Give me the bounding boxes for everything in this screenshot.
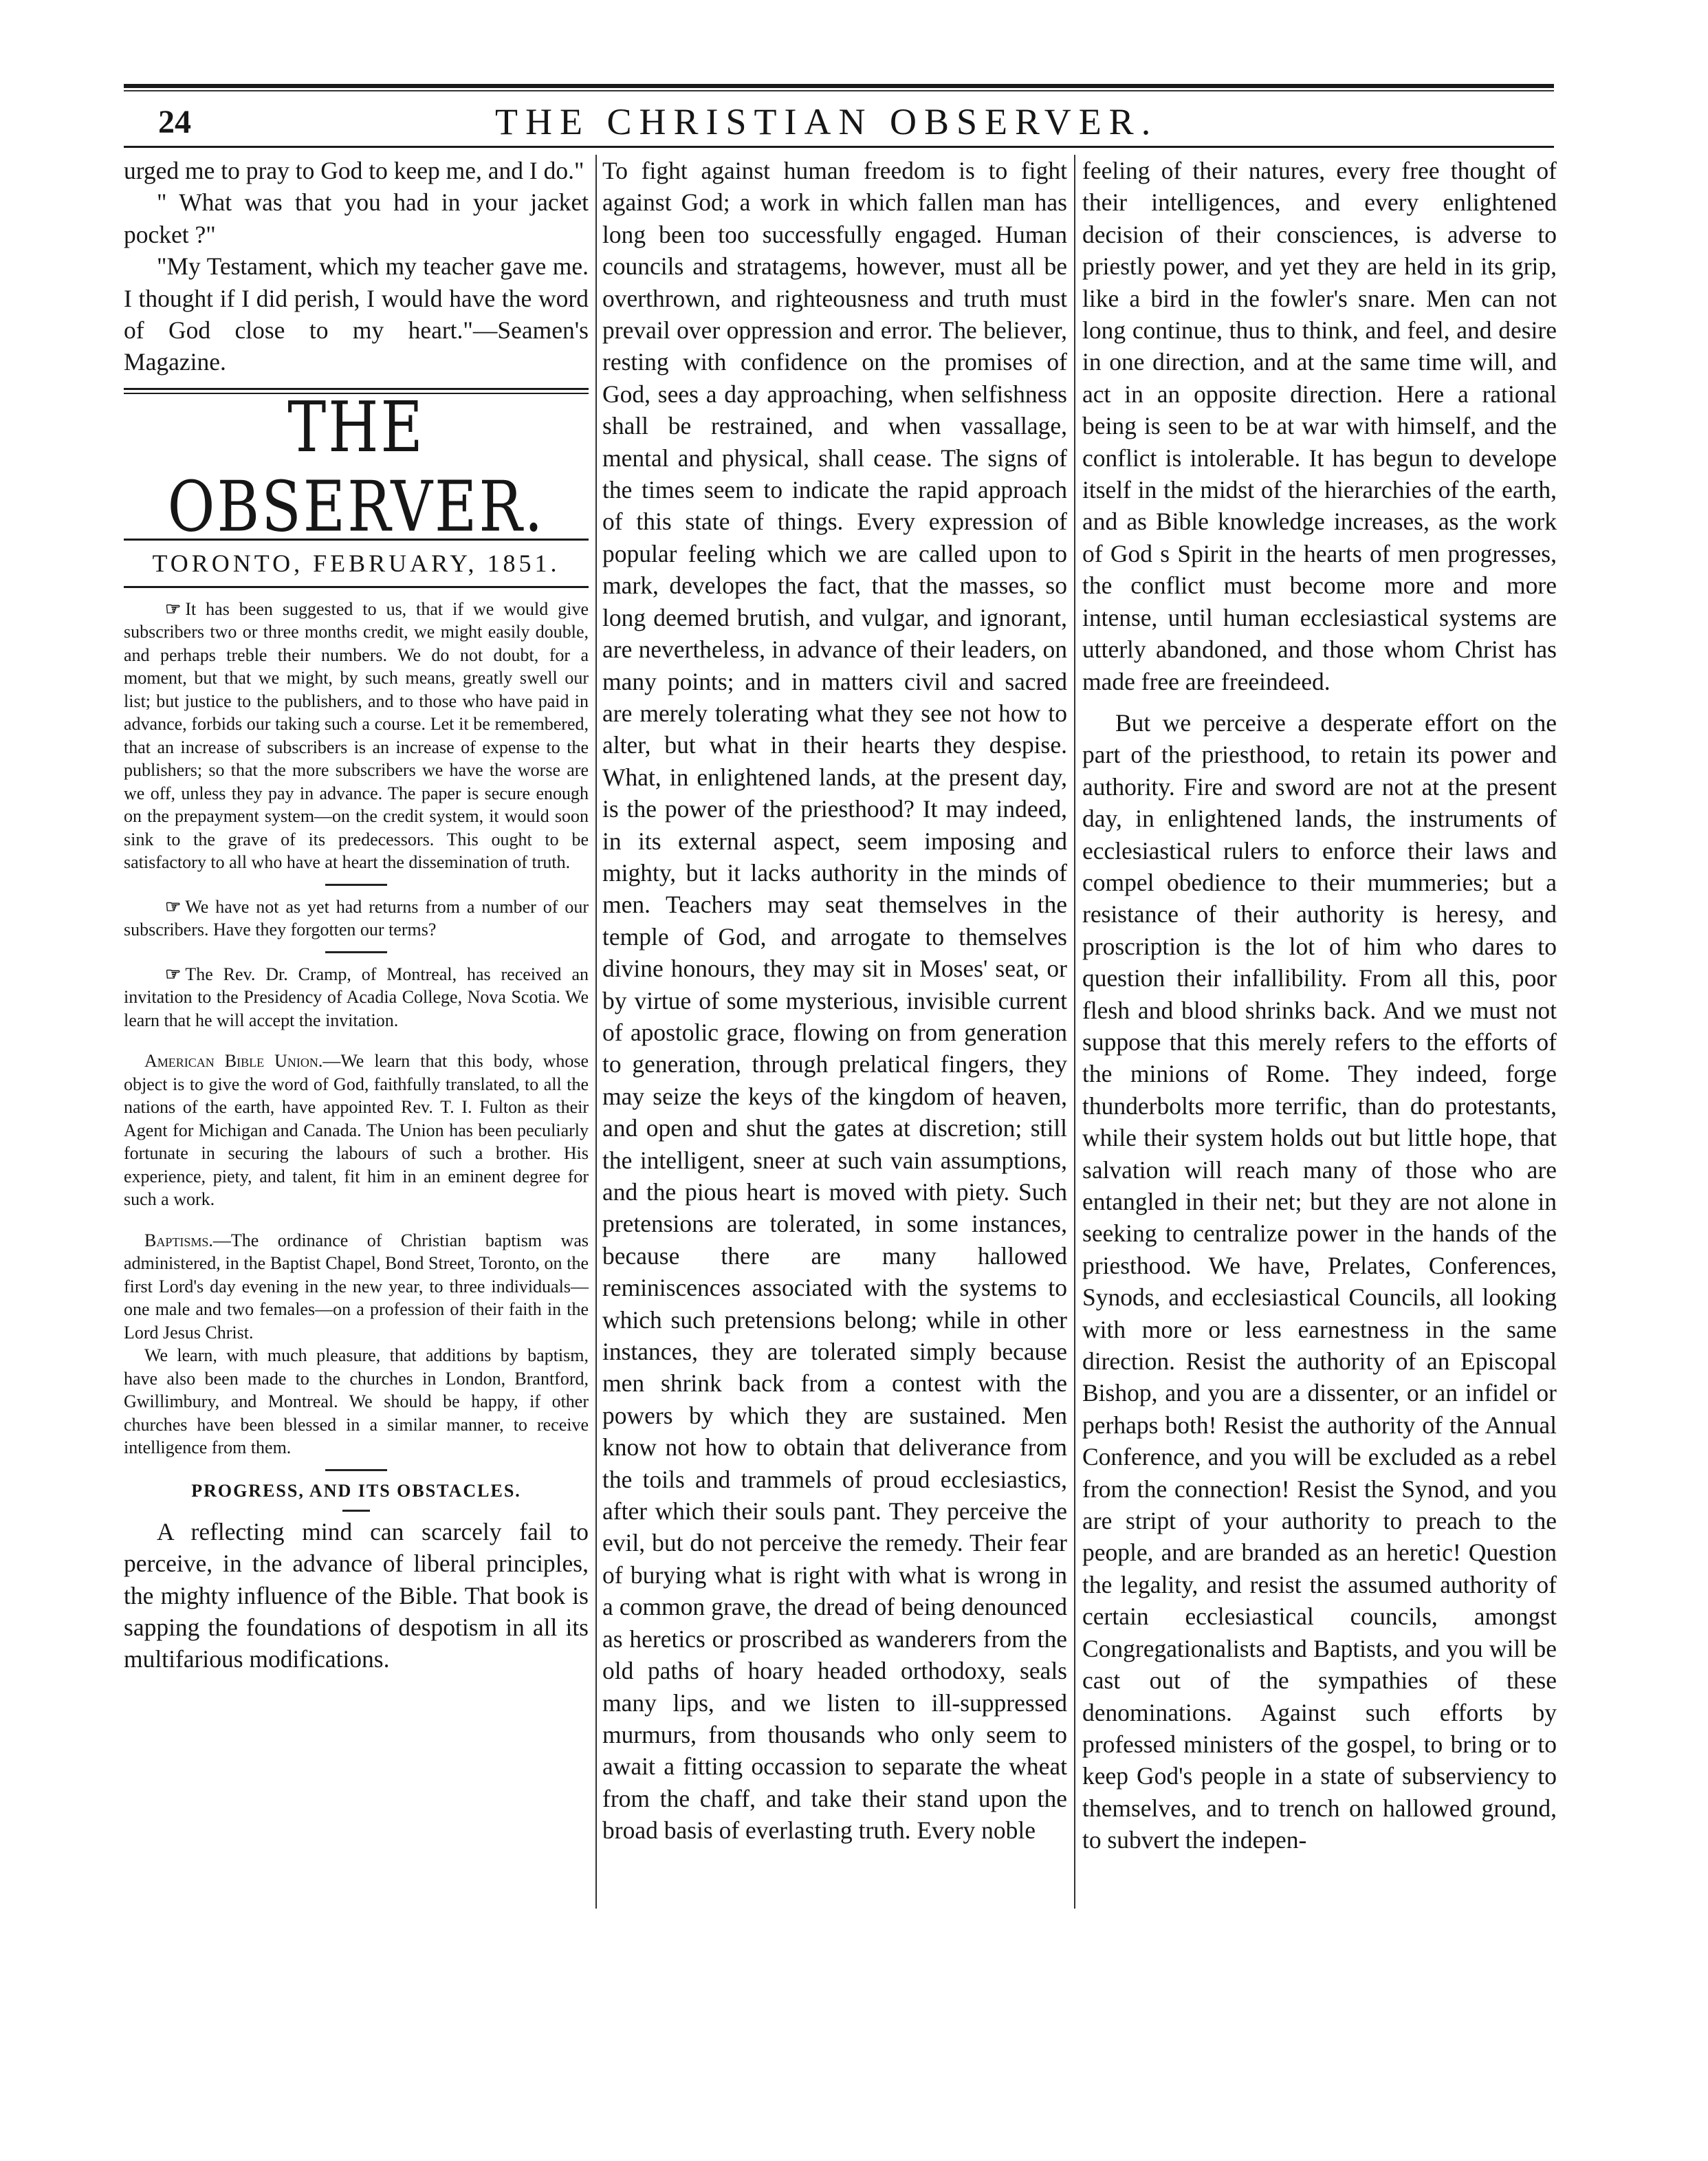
- dateline: TORONTO, FEBRUARY, 1851.: [152, 549, 560, 577]
- pointing-hand-icon: ☞: [165, 964, 182, 984]
- baptisms-text: —The ordinance of Christian baptism was administered, in the Baptist Chapel, Bond Street, Toronto, on the first Lord's day evening in the new year, to three individuals—one male and two females—on a profession of their faith in the Lord Jesus Christ.: [124, 1230, 589, 1343]
- notice-1-text: It has been suggested to us, that if we would give subscribers two or three months credit, we might easily double, and perhaps treble their numbers. We do not doubt, for a moment, but that we might, by such means, greatly swell our list; but justice to the publishers, and to those who have paid in advance, forbids our taking such a course. Let it be remembered, that an increase of subscribers is an increase of expense to the publishers; so that the more subscribers we have the worse are we off, unless they pay in advance. The paper is secure enough on the prepayment system—on the credit system, it would soon sink to the grave of its predecessors. This ought to be satisfactory to all who have at heart the dissemination of truth.: [124, 598, 589, 873]
- story-ending-line-2: " What was that you had in your jacket pocket ?": [124, 188, 589, 248]
- pointing-hand-icon: ☞: [165, 598, 182, 619]
- column-divider-2: [1074, 155, 1075, 1909]
- separator-rule: [325, 1469, 387, 1471]
- page-header: [138, 96, 1616, 144]
- column-1: [124, 155, 589, 1675]
- baptisms-heading: Baptisms.: [144, 1230, 213, 1250]
- notice-3-text: The Rev. Dr. Cramp, of Montreal, has received an invitation to the Presidency of Acadia College, Nova Scotia. We learn that he will accept the invitation.: [124, 964, 589, 1030]
- separator-rule: [325, 951, 387, 953]
- notice-2-text: We have not as yet had returns from a number of our subscribers. Have they forgotten our terms?: [124, 896, 589, 940]
- baptisms-additions: We learn, with much pleasure, that additions by baptism, have also been made to the churches in London, Brantford, Gwillimbury, and Montreal. We should be happy, if other churches have been blessed in a similar manner, to receive intelligence from them.: [124, 1345, 589, 1458]
- story-ending-line-3: "My Testament, which my teacher gave me. I thought if I did perish, I would have the word of God close to my heart."—Seamen's Magazine.: [124, 252, 589, 376]
- article-paragraph-priesthood: But we perceive a desperate effort on the part of the priesthood, to retain its power and authority. Fire and sword are not at the present day, in enlightened lands, the instruments of ecclesiastical rulers to enforce their laws and compel obedience to their mummeries; but a resistance of their authority is heresy, and proscription is the lot of him who dares to question their infallibility. From all this, poor flesh and blood shrinks back. And we must not suppose that this merely refers to the efforts of the minions of Rome. They indeed, forge thunderbolts more terrific, than do protestants, while their system holds out but little hope, that salvation will reach many of those who are entangled in their net; but they are not alone in seeking to centralize power in the hands of the priesthood. We have, Prelates, Conferences, Synods, and ecclesiastical Councils, all looking with more or less earnestness in the same direction. Resist the authority of an Episcopal Bishop, and you are a dissenter, or an infidel or perhaps both! Resist the authority of the Annual Conference, and you will be excluded as a rebel from the connection! Resist the Synod, and you are stript of your authority to preach to the people, and are branded as an heretic! Question the legality, and resist the assumed authority of certain ecclesiastical councils, amongst Congregationalists and Baptists, and you will be cast out of the sympathies of these denominations. Against such efforts by professed ministers of the gospel, to bring or to keep God's people in a state of subserviency to themselves, and to trench on hallowed ground, to subvert the indepen-: [1082, 708, 1557, 1854]
- article-opening: A reflecting mind can scarcely fail to perceive, in the advance of liberal principles, the mighty influence of the Bible. That book is sapping the foundations of despotism in all its multifarious modifications.: [124, 1517, 589, 1673]
- notice-cramp: [124, 963, 589, 1032]
- article-continuation: To fight against human freedom is to fight against God; a work in which fallen man has long been too successfully engaged. Human councils and stratagems, however, must all be overthrown, and righteousness and truth must prevail over oppression and error. The believer, resting with confidence on the promises of God, sees a day approaching, when selfishness shall be restrained, and when vassallage, mental and physical, shall cease. The signs of the times seem to indicate the rapid approach of this state of things. Every expression of popular feeling which we are called upon to mark, developes the fact, that the masses, so long deemed brutish, and vulgar, and ignorant, are nevertheless, in advance of their leaders, on many points; and in matters civil and sacred are merely tolerating what they see not how to alter, but what in their hearts they despise. What, in enlightened lands, at the present day, is the power of the priesthood? It may indeed, in its external aspect, seem imposing and mighty, but it lacks authority in the minds of men. Teachers may seat themselves in the temple of God, and arrogate to themselves divine honours, they may sit in Moses' seat, or by virtue of some mysterious, invisible current of apostolic grace, flowing on from generation to generation, through prelatical fingers, they may seize the keys of the kingdom of heaven, and open and shut the gates at discretion; still the intelligent, sneer at such vain assumptions, and the pious heart is moved with piety. Such pretensions are tolerated, in some instances, because there are many hallowed reminiscences associated with the systems to which such pretensions belong; while in other instances, they are tolerated simply because men shrink back from a contest with the powers by which they are sustained. Men know not how to obtain that deliverance from the toils and trammels of proud ecclesiastics, after which their souls pant. They perceive the evil, but do not perceive the remedy. Their fear of burying what is right with what is wrong in a common grave, the dread of being denounced as heretics or proscribed as wanderers from the old paths of hoary headed orthodoxy, seals many lips, and we listen to ill-suppressed murmurs, from thousands who only seem to await a fitting occassion to separate the wheat from the chaff, and take their stand upon the broad basis of everlasting truth. Every noble: [602, 157, 1067, 1845]
- baptisms-item: [124, 1229, 589, 1345]
- notice-returns: [124, 895, 589, 942]
- article-continuation-2: feeling of their natures, every free thought of their intelligences, and every enlightened decision of their consciences, is adverse to priestly power, and yet they are held in its grip, like a bird in the fowler's snare. Men can not long continue, thus to think, and feel, and desire in one direction, and at the same time will, and act in an opposite direction. Here a rational being is seen to be at war with himself, and the conflict is intolerable. It has begun to develope itself in the midst of the hierarchies of the earth, and as Bible knowledge increases, as the work of God s Spirit in the hearts of men progresses, the conflict must become more and more intense, until human ecclesiastical systems are utterly abandoned, and those whom Christ has made free are freeindeed.: [1082, 157, 1557, 695]
- column-2: [602, 155, 1067, 1847]
- article-heading: PROGRESS, AND ITS OBSTACLES.: [191, 1480, 521, 1501]
- header-rule: [124, 146, 1554, 148]
- column-3: [1082, 155, 1557, 1856]
- pointing-hand-icon: ☞: [165, 896, 182, 917]
- page-number: 24: [158, 104, 191, 140]
- notice-subscriber-credit: [124, 598, 589, 874]
- running-title: THE CHRISTIAN OBSERVER.: [495, 101, 1159, 142]
- story-ending-line-1: urged me to pray to God to keep me, and I do.": [124, 157, 584, 184]
- bible-union-heading: American Bible Union.: [144, 1051, 323, 1072]
- heading-rule: [342, 1510, 370, 1512]
- masthead: THE OBSERVER.: [167, 387, 545, 547]
- bible-union-text: —We learn that this body, whose object is to give the word of God, faithfully translated, to all the nations of the earth, have appointed Rev. T. I. Fulton as their Agent for Michigan and Canada. The Union has been peculiarly fortunate in securing the labours of such a brother. His experience, piety, and talent, fit him in an eminent degree for such a work.: [124, 1051, 589, 1210]
- separator-rule: [325, 884, 387, 886]
- bible-union-item: [124, 1050, 589, 1211]
- top-border-rule: [124, 84, 1554, 88]
- top-border-rule-thin: [124, 90, 1554, 91]
- column-divider-1: [595, 155, 597, 1909]
